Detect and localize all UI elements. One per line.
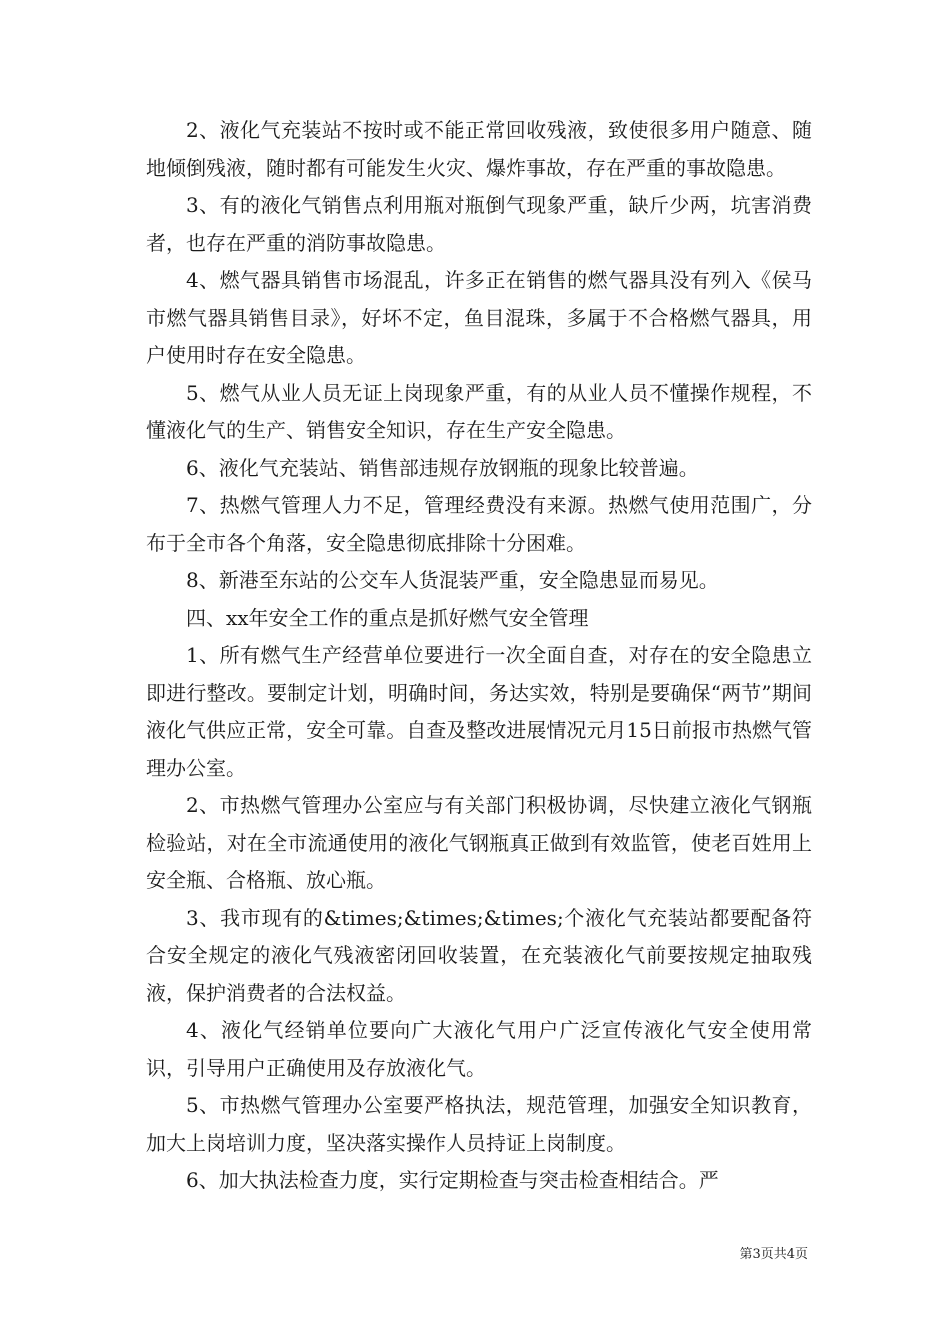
paragraph-task-5-enforcement: 5、市热燃气管理办公室要严格执法，规范管理，加强安全知识教育，加大上岗培训力度，坚决落实操作人员持证上岗制度。: [146, 1093, 812, 1155]
paragraph-item-7-staffing: 7、热燃气管理人力不足，管理经费没有来源。热燃气使用范围广，分布于全市各个角落，安全隐患彻底排除十分困难。: [146, 493, 812, 555]
paragraph-task-3-residue-recovery: 3、我市现有的&times;&times;&times;个液化气充装站都要配备符合安全规定的液化气残液密闭回收装置，在充装液化气前要按规定抽取残液，保护消费者的合法权益。: [146, 905, 812, 1005]
paragraph-task-4-publicity: 4、液化气经销单位要向广大液化气用户广泛宣传液化气安全使用常识，引导用户正确使用及存放液化气。: [146, 1018, 812, 1080]
paragraph-item-4-appliance-market: 4、燃气器具销售市场混乱，许多正在销售的燃气器具没有列入《侯马市燃气器具销售目录》，好坏不定，鱼目混珠，多属于不合格燃气器具，用户使用时存在安全隐患。: [146, 268, 812, 367]
paragraph-task-6-inspection: 6、加大执法检查力度，实行定期检查与突击检查相结合。严: [186, 1168, 719, 1192]
section-heading-four: 四、xx年安全工作的重点是抓好燃气安全管理: [186, 605, 589, 630]
paragraph-item-3-bottle-transfer: 3、有的液化气销售点利用瓶对瓶倒气现象严重，缺斤少两，坑害消费者，也存在严重的消防事故隐患。: [146, 193, 812, 255]
document-body: [146, 112, 812, 1200]
paragraph-item-2-residue: 2、液化气充装站不按时或不能正常回收残液，致使很多用户随意、随地倾倒残液，随时都有可能发生火灾、爆炸事故，存在严重的事故隐患。: [146, 118, 812, 180]
paragraph-task-2-inspection-station: 2、市热燃气管理办公室应与有关部门积极协调，尽快建立液化气钢瓶检验站，对在全市流通使用的液化气钢瓶真正做到有效监管，使老百姓用上安全瓶、合格瓶、放心瓶。: [146, 793, 812, 892]
page-number: 第3页共4页: [739, 1247, 808, 1262]
paragraph-item-6-cylinder-storage: 6、液化气充装站、销售部违规存放钢瓶的现象比较普遍。: [186, 455, 699, 480]
paragraph-item-5-unlicensed-staff: 5、燃气从业人员无证上岗现象严重，有的从业人员不懂操作规程，不懂液化气的生产、销售安全知识，存在生产安全隐患。: [146, 380, 812, 442]
paragraph-item-8-bus: 8、新港至东站的公交车人货混装严重，安全隐患显而易见。: [186, 568, 719, 592]
paragraph-task-1-self-inspection: 1、所有燃气生产经营单位要进行一次全面自查，对存在的安全隐患立即进行整改。要制定计划，明确时间，务达实效，特别是要确保“两节”期间液化气供应正常，安全可靠。自查及整改进展情况元月15日前报市热燃气管理办公室。: [146, 643, 812, 780]
